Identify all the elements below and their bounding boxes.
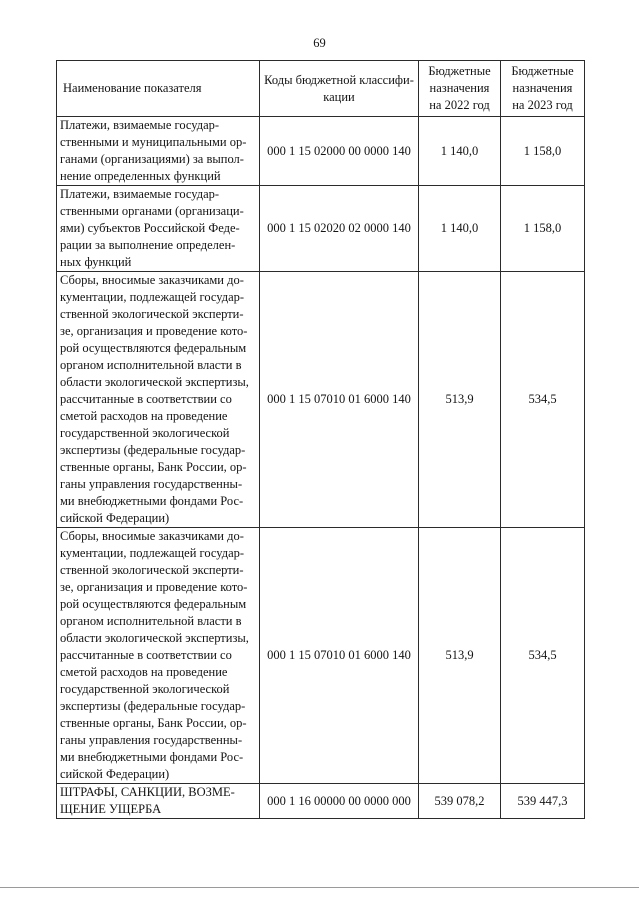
header-budget-2022 (419, 61, 501, 117)
indicator-name-line: ганы управления государственны- (60, 477, 243, 491)
indicator-name-line: сийской Федерации) (60, 511, 170, 525)
indicator-name-line: зе, организация и проведение кото- (60, 324, 248, 338)
indicator-name-line: ственными органами (организаци- (60, 204, 244, 218)
indicator-name-line: кументации, подлежащей государ- (60, 546, 245, 560)
page-bottom-rule (0, 887, 639, 888)
indicator-name-cell (57, 528, 260, 784)
header-budget-code-line: Коды бюджетной классифи- (264, 72, 414, 87)
indicator-name-line: зе, организация и проведение кото- (60, 580, 248, 594)
amount-2023-cell: 539 447,3 (501, 784, 585, 819)
indicator-name-line: ми внебюджетными фондами Рос- (60, 494, 244, 508)
budget-code-cell: 000 1 16 00000 00 0000 000 (260, 784, 419, 819)
indicator-name-line: ЩЕНИЕ УЩЕРБА (60, 802, 162, 816)
header-row (57, 61, 585, 117)
indicator-name-line: Сборы, вносимые заказчиками до- (60, 529, 244, 543)
indicator-name-line: ШТРАФЫ, САНКЦИИ, ВОЗМЕ- (60, 785, 235, 799)
indicator-name-line: ми внебюджетными фондами Рос- (60, 750, 244, 764)
indicator-name-line: рой осуществляются федеральным (60, 341, 247, 355)
header-budget-2023-line: Бюджетные (511, 64, 574, 78)
amount-2023-cell: 1 158,0 (501, 117, 585, 186)
indicator-name-line: сийской Федерации) (60, 767, 170, 781)
indicator-name-line: экспертизы (федеральные государ- (60, 443, 246, 457)
indicator-name-line: ственные органы, Банк России, ор- (60, 460, 247, 474)
header-budget-2023 (501, 61, 585, 117)
indicator-name-line: нение определенных функций (60, 169, 221, 183)
header-indicator-name (57, 61, 260, 117)
indicator-name-line: рассчитанные в соответствии со (60, 392, 232, 406)
table-header (57, 61, 585, 117)
indicator-name-line: сметой расходов на проведение (60, 665, 228, 679)
indicator-name-line: ственными и муниципальными ор- (60, 135, 247, 149)
budget-code-cell: 000 1 15 07010 01 6000 140 (260, 528, 419, 784)
amount-2022-cell: 513,9 (419, 272, 501, 528)
indicator-name-line: рой осуществляются федеральным (60, 597, 247, 611)
indicator-name-line: кументации, подлежащей государ- (60, 290, 245, 304)
header-budget-code-line: кации (323, 89, 355, 104)
budget-code-cell: 000 1 15 02020 02 0000 140 (260, 186, 419, 272)
indicator-name-cell (57, 784, 260, 819)
indicator-name-line: ственные органы, Банк России, ор- (60, 716, 247, 730)
header-indicator-name-text: Наименование показателя (63, 81, 202, 95)
header-budget-2023-line: на 2023 год (512, 98, 573, 112)
indicator-name-line: области экологической экспертизы, (60, 631, 249, 645)
amount-2022-cell: 1 140,0 (419, 186, 501, 272)
indicator-name-line: Платежи, взимаемые государ- (60, 118, 220, 132)
amount-2023-cell: 534,5 (501, 272, 585, 528)
indicator-name-line: рации за выполнение определен- (60, 238, 236, 252)
indicator-name-line: ганы управления государственны- (60, 733, 243, 747)
budget-code-cell: 000 1 15 02000 00 0000 140 (260, 117, 419, 186)
indicator-name-line: государственной экологической (60, 426, 230, 440)
table-row (57, 117, 585, 186)
indicator-name-line: области экологической экспертизы, (60, 375, 249, 389)
header-budget-2022-line: назначения (429, 81, 490, 95)
table-row (57, 272, 585, 528)
indicator-name-line: ями) субъектов Российской Феде- (60, 221, 240, 235)
indicator-name-line: ных функций (60, 255, 132, 269)
header-budget-2022-line: на 2022 год (429, 98, 490, 112)
indicator-name-cell (57, 117, 260, 186)
indicator-name-line: ственной экологической эксперти- (60, 563, 244, 577)
table-row (57, 186, 585, 272)
amount-2023-cell: 1 158,0 (501, 186, 585, 272)
amount-2022-cell: 1 140,0 (419, 117, 501, 186)
indicator-name-line: органом исполнительной власти в (60, 358, 242, 372)
header-budget-2022-line: Бюджетные (428, 64, 491, 78)
indicator-name-cell (57, 186, 260, 272)
indicator-name-line: Сборы, вносимые заказчиками до- (60, 273, 244, 287)
amount-2022-cell: 513,9 (419, 528, 501, 784)
indicator-name-line: Платежи, взимаемые государ- (60, 187, 220, 201)
indicator-name-line: ственной экологической эксперти- (60, 307, 244, 321)
indicator-name-line: государственной экологической (60, 682, 230, 696)
indicator-name-line: рассчитанные в соответствии со (60, 648, 232, 662)
header-budget-2023-line: назначения (512, 81, 573, 95)
indicator-name-cell (57, 272, 260, 528)
page-number: 69 (313, 36, 326, 50)
table-row (57, 528, 585, 784)
budget-code-cell: 000 1 15 07010 01 6000 140 (260, 272, 419, 528)
header-budget-code (260, 61, 419, 117)
indicator-name-line: ганами (организациями) за выпол- (60, 152, 244, 166)
indicator-name-line: сметой расходов на проведение (60, 409, 228, 423)
amount-2022-cell: 539 078,2 (419, 784, 501, 819)
indicator-name-line: экспертизы (федеральные государ- (60, 699, 246, 713)
table-row (57, 784, 585, 819)
indicator-name-line: органом исполнительной власти в (60, 614, 242, 628)
amount-2023-cell: 534,5 (501, 528, 585, 784)
table-body (57, 117, 585, 819)
budget-table (56, 60, 585, 819)
